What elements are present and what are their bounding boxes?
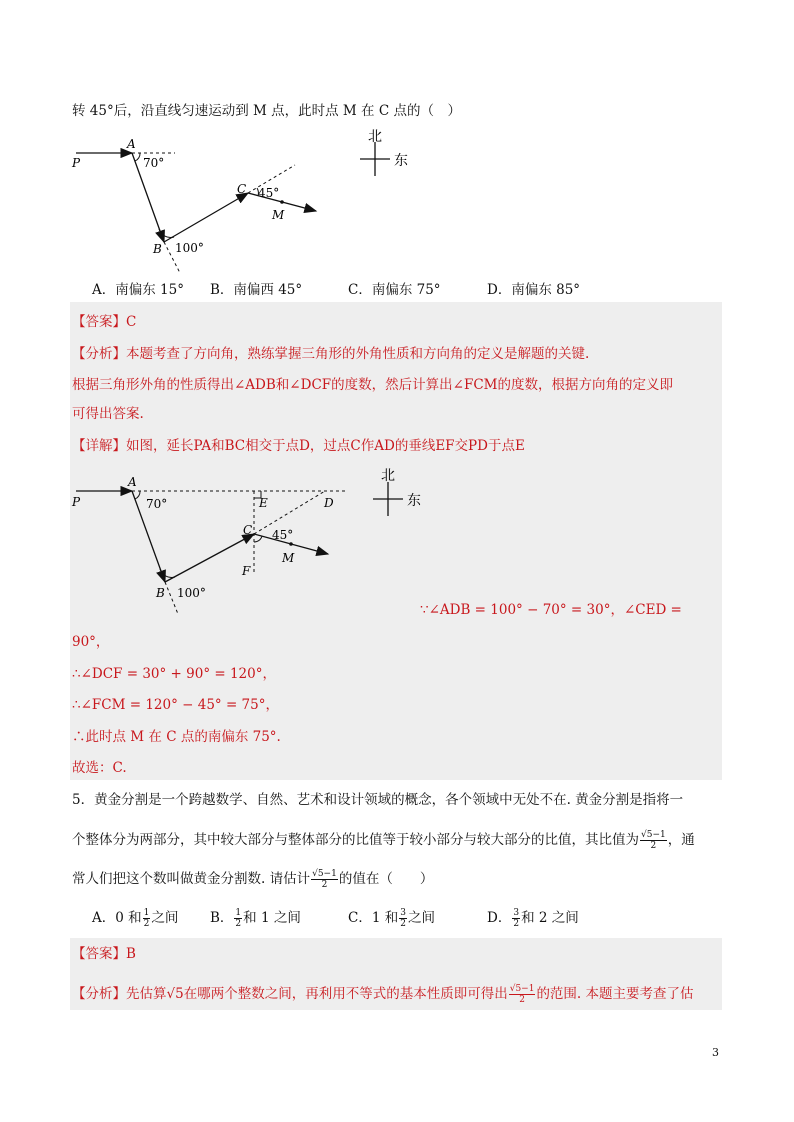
q4-option-d[interactable]: D．南偏东 85° (487, 282, 581, 298)
analysis-text: 本题考查了方向角，熟练掌握三角形的外角性质和方向角的定义是解题的关键. (126, 346, 590, 362)
option-fraction (234, 908, 242, 929)
compass-east: 东 (394, 153, 408, 169)
q5-option-a[interactable] (92, 908, 178, 929)
q4-analysis-2: 根据三角形外角的性质得出∠ADB和∠DCF的度数，然后计算出∠FCM的度数，根据方向角的定义即 (72, 377, 673, 393)
figure-2 (60, 462, 440, 622)
angle-label-45: 45° (272, 528, 294, 542)
option-fraction (512, 908, 520, 929)
analysis-text: 先估算√5在哪两个整数之间，再利用不等式的基本性质即可得出 (126, 986, 508, 1002)
angle-label-100: 100° (177, 586, 206, 600)
point-m (280, 200, 284, 204)
segment-bc (165, 534, 254, 582)
fraction-numerator: √5−1 (509, 984, 535, 994)
q4-step-3: ∴∠FCM = 120° − 45° = 75°， (72, 697, 279, 713)
label-p: P (72, 156, 81, 170)
angle-label-100: 100° (175, 241, 204, 255)
q5-line-3-text: 常人们把这个数叫做黄金分割数. 请估计 (72, 871, 311, 887)
fraction-numerator: 3 (513, 908, 520, 918)
label-m: M (282, 551, 295, 565)
label-f: F (242, 564, 251, 578)
label-d: D (324, 496, 334, 510)
angle-label-70: 70° (143, 156, 165, 170)
q5-option-b[interactable] (210, 908, 301, 929)
fraction-denominator: 2 (143, 919, 150, 929)
option-text: 之间 (407, 910, 435, 926)
angle-arc-c (254, 536, 262, 542)
fraction-denominator: 2 (400, 919, 406, 929)
answer-value: B (126, 946, 136, 962)
point-m (289, 542, 293, 546)
fraction-numerator: √5−1 (641, 830, 666, 840)
option-fraction (143, 908, 151, 929)
option-text: D． (487, 910, 512, 926)
q5-option-c[interactable] (348, 908, 435, 929)
angle-arc-a (135, 153, 140, 161)
answer-value: C (126, 314, 137, 330)
golden-ratio-fraction (311, 869, 338, 890)
label-c: C (243, 523, 253, 537)
q5-line-3-tail: 的值在（ ） (338, 871, 434, 887)
segment-bc (164, 193, 248, 242)
fraction-denominator: 2 (513, 919, 520, 929)
page-number: 3 (712, 1046, 719, 1059)
analysis-tail: 的范围. 本题主要考查了估 (536, 986, 694, 1002)
compass-north: 北 (368, 129, 382, 145)
fraction-denominator: 2 (321, 880, 328, 890)
q5-option-d[interactable] (487, 908, 579, 929)
golden-ratio-fraction (640, 830, 667, 851)
fraction-numerator: √5−1 (312, 869, 337, 879)
option-text: 和 2 之间 (521, 910, 579, 926)
q4-analysis-1 (72, 344, 589, 364)
q5-line-2-tail: ，通 (667, 832, 695, 848)
option-text: A．0 和 (92, 910, 142, 926)
label-b: B (156, 586, 165, 600)
fraction-numerator: 3 (400, 908, 406, 918)
label-e: E (259, 496, 268, 510)
q4-analysis-3: 可得出答案. (72, 406, 144, 422)
q5-line-3 (72, 869, 433, 890)
fraction-denominator: 2 (650, 841, 657, 851)
detail-label: 【详解】 (72, 438, 126, 454)
label-a: A (127, 137, 136, 151)
q4-option-b[interactable]: B．南偏西 45° (210, 282, 303, 298)
q4-stem: 转 45°后，沿直线匀速运动到 M 点，此时点 M 在 C 点的（ ） (72, 103, 461, 119)
angle-label-45: 45° (258, 186, 280, 200)
q5-line-2-text: 个整体分为两部分，其中较大部分与整体部分的比值等于较小部分与较大部分的比值，其比值为 (72, 832, 639, 848)
option-text: C．1 和 (348, 910, 399, 926)
q4-answer (72, 312, 136, 332)
label-c: C (237, 182, 247, 196)
fraction-denominator: 2 (235, 919, 242, 929)
option-text: 和 1 之间 (243, 910, 301, 926)
compass-east: 东 (407, 493, 421, 509)
label-p: P (72, 495, 81, 509)
compass-north: 北 (381, 468, 395, 484)
q5-answer (72, 944, 136, 964)
answer-label: 【答案】 (72, 946, 126, 962)
label-a: A (128, 475, 137, 489)
q4-step-2: ∴∠DCF = 30° + 90° = 120°， (72, 666, 276, 682)
q4-step-1a: ∵∠ADB = 100° − 70° = 30°，∠CED = (420, 602, 682, 618)
label-b: B (153, 242, 162, 256)
q4-step-4: ∴此时点 M 在 C 点的南偏东 75°. (72, 729, 281, 745)
angle-label-70: 70° (146, 497, 168, 511)
fraction-numerator: 1 (143, 908, 150, 918)
q4-detail-1 (72, 436, 525, 456)
option-text: B． (210, 910, 234, 926)
answer-label: 【答案】 (72, 314, 126, 330)
fraction-denominator: 2 (519, 995, 525, 1005)
q5-line-2 (72, 830, 695, 851)
figure-1 (60, 125, 440, 275)
q4-option-c[interactable]: C．南偏东 75° (348, 282, 441, 298)
analysis-label: 【分析】 (72, 986, 126, 1002)
option-fraction (399, 908, 407, 929)
q4-option-a[interactable]: A．南偏东 15° (92, 282, 184, 298)
golden-ratio-fraction (509, 984, 536, 1005)
q5-analysis (72, 984, 694, 1005)
q5-line-1: 5．黄金分割是一个跨越数学、自然、艺术和设计领域的概念，各个领域中无处不在. 黄金分割是指将一 (72, 792, 684, 808)
q4-step-1b: 90°， (72, 634, 110, 650)
fraction-numerator: 1 (235, 908, 242, 918)
label-m: M (272, 208, 285, 222)
analysis-label: 【分析】 (72, 346, 126, 362)
angle-arc-a (135, 491, 140, 499)
q4-step-5: 故选：C. (72, 760, 127, 776)
option-text: 之间 (151, 910, 179, 926)
detail-text: 如图，延长PA和BC相交于点D，过点C作AD的垂线EF交PD于点E (126, 438, 525, 454)
